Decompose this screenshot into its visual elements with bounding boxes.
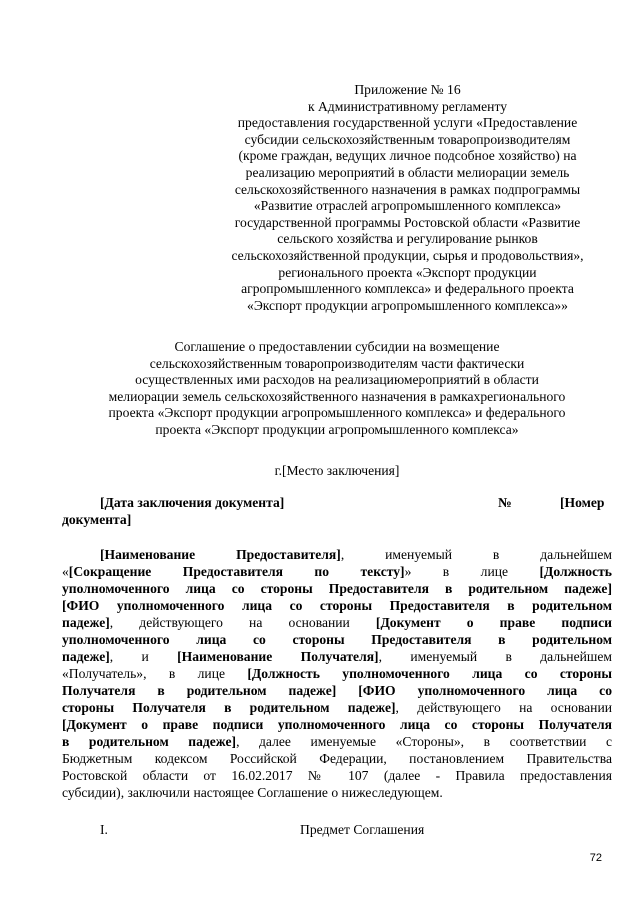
agreement-preamble (62, 546, 612, 801)
preamble-line: субсидии), заключили настоящее Соглашение о нижеследующем. (62, 785, 443, 800)
agreement-title-line: сельскохозяйственным товаропроизводителям части фактически (149, 355, 525, 371)
appendix-line: регионального проекта «Экспорт продукции (278, 264, 537, 280)
agreement-title-line: Соглашение о предоставлении субсидии на возмещение (174, 339, 500, 354)
preamble-line: [Наименование Предоставителя], именуемый в дальнейшем (100, 547, 612, 562)
appendix-line: субсидии сельскохозяйственным товаропроизводителям (244, 131, 571, 147)
preamble-line: «[Сокращение Предоставителя по тексту]» в лице [Должность (62, 564, 612, 579)
preamble-line: падеже], действующего на основании [Документ о праве подписи (62, 615, 613, 630)
page-number: 72 (589, 852, 602, 864)
document-number-field: [Номер (560, 495, 605, 510)
appendix-line: «Экспорт продукции агропромышленного комплекса»» (247, 297, 568, 313)
recipient-name-field: [Наименование Получателя] (177, 649, 379, 664)
preamble-line: в родительном падеже], далее именуемые «Стороны», в соответствии с (62, 734, 612, 749)
agreement-title (62, 339, 612, 439)
appendix-header (205, 82, 610, 314)
provider-name-field: [Наименование Предоставителя] (100, 547, 341, 562)
preamble-line: Бюджетным кодексом Российской Федерации, постановлением Правительства (62, 751, 612, 766)
place-of-conclusion: г.[Место заключения] (274, 463, 400, 478)
appendix-line: сельскохозяйственной продукции, сырья и продовольствия», (231, 247, 584, 263)
agreement-title-line: осуществленных ими расходов на реализациюмероприятий в области (135, 372, 539, 388)
appendix-line: сельскохозяйственного назначения в рамках подпрограммы (234, 181, 581, 197)
preamble-line: Получателя в родительном падеже] [ФИО уполномоченного лица со (62, 683, 612, 698)
preamble-line: падеже], и [Наименование Получателя], именуемый в дальнейшем (62, 649, 612, 664)
appendix-line: Приложение № 16 (354, 82, 461, 97)
agreement-title-line: мелиорации земель сельскохозяйственного назначения в рамкахрегионального (108, 388, 566, 404)
preamble-line: «Получатель», в лице [Должность уполномоченного лица со стороны (62, 666, 612, 681)
preamble-line: уполномоченного лица со стороны Предоставителя в родительном (62, 632, 612, 647)
agreement-title-line: проекта «Экспорт продукции агропромышленного комплекса» и федерального (108, 405, 566, 421)
preamble-line: [ФИО уполномоченного лица со стороны Предоставителя в родительном (62, 598, 612, 613)
appendix-line: реализацию мероприятий в области мелиорации земель (245, 164, 570, 180)
appendix-line: к Административному регламенту (307, 98, 508, 114)
number-sign: № (498, 495, 512, 510)
preamble-line: Ростовской области от 16.02.2017 № 107 (далее - Правила предоставления (62, 768, 612, 783)
appendix-line: «Развитие отраслей агропромышленного комплекса» (253, 198, 562, 214)
preamble-line: стороны Получателя в родительном падеже], действующего на основании (62, 700, 612, 715)
appendix-line: государственной программы Ростовской области «Развитие (234, 214, 581, 230)
document-number-field-continued: документа] (62, 512, 132, 527)
agreement-title-line: проекта «Экспорт продукции агропромышленного комплекса» (155, 421, 519, 437)
appendix-line: (кроме граждан, ведущих личное подсобное хозяйство) на (238, 148, 577, 164)
appendix-line: агропромышленного комплекса» и федерального проекта (241, 281, 574, 297)
provider-short-name-field: [Сокращение Предоставителя по тексту] (68, 564, 405, 579)
preamble-line: [Документ о праве подписи уполномоченного лица со стороны Получателя (62, 717, 612, 732)
date-field: [Дата заключения документа] (100, 495, 285, 510)
section-number: I. (100, 822, 108, 837)
section-title: Предмет Соглашения (300, 822, 425, 837)
preamble-line: уполномоченного лица со стороны Предоставителя в родительном падеже] (62, 581, 612, 596)
appendix-line: сельского хозяйства и регулирование рынков (277, 231, 538, 247)
appendix-line: предоставления государственной услуги «Предоставление (237, 115, 578, 131)
